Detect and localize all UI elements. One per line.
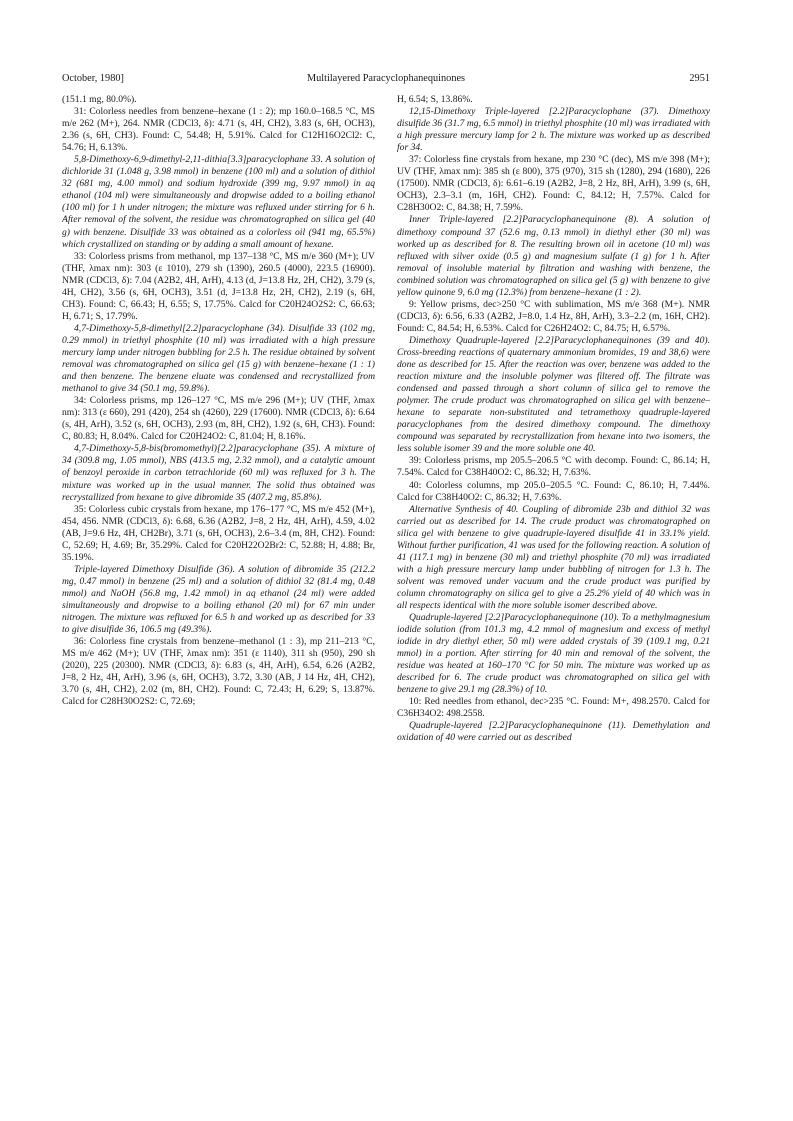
paragraph: 39: Colorless prisms, mp 205.5–206.5 °C with decomp. Found: C, 86.14; H, 7.54%. Calcd for C38H40O2: C, 86.32; H, 7.63%. <box>397 455 710 479</box>
paragraph: H, 6.54; S, 13.86%. <box>397 94 473 105</box>
paragraph: 10: Red needles from ethanol, dec>235 °C. Found: M+, 498.2570. Calcd for C36H34O2: 498.2558. <box>397 696 710 720</box>
running-header <box>62 73 710 87</box>
paragraph: Inner Triple-layered [2.2]Paracyclophanequinone (8). A solution of dimethoxy compound 37 (52.6 mg, 0.13 mmol) in diethyl ether (30 ml) was worked up as described for 8. The resulting brown oil in acetone (10 ml) was refluxed with silver oxide (0.5 g) and magnesium sulfate (1 g) for 1 h. After removal of insoluble material by filtration and washing with benzene, the combined solution was chromatographed on silica gel (5 g) with benzene to give yellow quinone 9, 6.0 mg (12.3%) from benzene–hexane (1 : 2). <box>397 214 710 298</box>
header-date: October, 1980] <box>62 73 124 84</box>
page-number: 2951 <box>689 73 710 84</box>
paragraph: 34: Colorless prisms, mp 126–127 °C, MS m/e 296 (M+); UV (THF, λmax nm): 313 (ε 660), 291 (420), 254 sh (4260), 229 (17600). NMR (CDCl3, δ): 6.64 (s, 4H, ArH), 3.52 (s, 6H, OCH3), 2.93 (m, 8H, CH2), 1.92 (s, 6H, CH3). Found: C, 80.83; H, 8.04%. Calcd for C20H24O2: C, 81.04; H, 8.16%. <box>62 395 375 443</box>
paragraph: 4,7-Dimethoxy-5,8-dimethyl[2.2]paracyclophane (34). Disulfide 33 (102 mg, 0.29 mmol) in triethyl phosphite (10 ml) was irradiated with a high pressure mercury lamp under nitrogen bubbling for 2.5 h. The residue obtained by solvent removal was chromatographed on silica gel (15 g) with benzene–hexane (1 : 1) and then benzene. The benzene eluate was condensed and recrystallized from methanol to give 34 (50.1 mg, 59.8%). <box>62 322 375 395</box>
header-title: Multilayered Paracyclophanequinones <box>306 73 466 84</box>
right-column <box>397 94 710 1102</box>
paragraph: 36: Colorless fine crystals from benzene–methanol (1 : 3), mp 211–213 °C, MS m/e 462 (M+); UV (THF, λmax nm): 351 (ε 1140), 311 sh (950), 290 sh (2020), 225 (20300). NMR (CDCl3, δ): 6.83 (s, 4H, ArH), 6.54, 6.26 (A2B2, J=8, 2 Hz, 4H, ArH), 3.96 (s, 6H, OCH3), 3.72, 3.30 (AB, J 14 Hz, 4H, CH2), 3.70 (s, 4H, CH2), 2.02 (m, 8H, CH2). Found: C, 72.43; H, 6.29; S, 13.87%. Calcd for C28H30O2S2: C, 72.69; <box>62 636 375 708</box>
left-column <box>62 94 375 1102</box>
paragraph: Alternative Synthesis of 40. Coupling of dibromide 23b and dithiol 32 was carried out as described for 14. The crude product was chromatographed on silica gel with benzene to give quadruple-layered disulfide 41 in 33.1% yield. Without further purification, 41 was used for the following reaction. A solution of 41 (117.1 mg) in benzene (30 ml) and triethyl phosphite (70 ml) was irradiated with a high pressure mercury lamp under bubbling of nitrogen for 1.3 h. The solvent was removed under vacuum and the crude product was purified by column chromatography on silica gel to give a 25.2% yield of 40 which was in all respects identical with the more soluble isomer described above. <box>397 503 710 611</box>
paragraph: 33: Colorless prisms from methanol, mp 137–138 °C, MS m/e 360 (M+); UV (THF, λmax nm): 303 (ε 1010), 279 sh (1390), 260.5 (4000), 223.5 (16900). NMR (CDCl3, δ): 7.04 (A2B2, 4H, ArH), 4.13 (d, J=13.8 Hz, 2H, CH2), 3.79 (s, 4H, CH2), 3.56 (s, 6H, OCH3), 3.51 (d, J=13.8 Hz, 2H, CH2), 2.19 (s, 6H, CH3). Found: C, 66.43; H, 6.55; S, 17.75%. Calcd for C20H24O2S2: C, 66.63; H, 6.71; S, 17.79%. <box>62 250 375 322</box>
paragraph: Quadruple-layered [2.2]Paracyclophanequinone (11). Demethylation and oxidation of 40 were carried out as described <box>397 720 710 744</box>
paragraph: 40: Colorless columns, mp 205.0–205.5 °C. Found: C, 86.10; H, 7.44%. Calcd for C38H40O2: C, 86.32; H, 7.63%. <box>397 479 710 503</box>
paragraph: 37: Colorless fine crystals from hexane, mp 230 °C (dec), MS m/e 398 (M+); UV (THF, λmax nm): 385 sh (ε 800), 375 (970), 315 sh (1280), 294 (1680), 226 (17500). NMR (CDCl3, δ): 6.61–6.19 (A2B2, J=8, 2 Hz, 8H, ArH), 3.99 (s, 6H, OCH3), 2.3–3.1 (m, 16H, CH2). Found: C, 84.12; H, 7.57%. Calcd for C28H30O2: C, 84.38; H, 7.59%. <box>397 154 710 214</box>
paragraph: 35: Colorless cubic crystals from hexane, mp 176–177 °C, MS m/e 452 (M+), 454, 456. NMR (CDCl3, δ): 6.68, 6.36 (A2B2, J=8, 2 Hz, 4H, ArH), 4.59, 4.02 (AB, J=9.6 Hz, 4H, CH2Br), 3.71 (s, 6H, OCH3), 2.6–3.4 (m, 8H, CH2). Found: C, 52.69; H, 4.69; Br, 35.29%. Calcd for C20H22O2Br2: C, 52.88; H, 4.88; Br, 35.19%. <box>62 503 375 563</box>
paragraph: 5,8-Dimethoxy-6,9-dimethyl-2,11-dithia[3.3]paracyclophane 33. A solution of dichloride 31 (1.048 g, 3.98 mmol) in benzene (100 ml) and a solution of dithiol 32 (681 mg, 4.00 mmol) and sodium hydroxide (399 mg, 9.97 mmol) in aq ethanol (104 ml) were simultaneously and dropwise added to a boiling ethanol (100 ml) for 1 h under nitrogen; the mixture was refluxed under stirring for 6 h. After removal of the solvent, the residue was chromatographed on silica gel (40 g) with benzene. Disulfide 33 was obtained as a colorless oil (941 mg, 65.5%) which crystallized on standing or by adding a small amount of hexane. <box>62 154 375 250</box>
paragraph: 31: Colorless needles from benzene–hexane (1 : 2); mp 160.0–168.5 °C, MS m/e 262 (M+), 264. NMR (CDCl3, δ): 4.71 (s, 4H, CH2), 3.83 (s, 6H, OCH3), 2.36 (s, 6H, CH3). Found: C, 54.48; H, 5.91%. Calcd for C12H16O2Cl2: C, 54.76; H, 6.13%. <box>62 106 375 154</box>
paragraph: 9: Yellow prisms, dec>250 °C with sublimation, MS m/e 368 (M+). NMR (CDCl3, δ): 6.56, 6.33 (A2B2, J=8.0, 1.4 Hz, 8H, ArH), 3.3–2.2 (m, 16H, CH2). Found: C, 84.54; H, 6.53%. Calcd for C26H24O2: C, 84.75; H, 6.57%. <box>397 298 710 334</box>
paragraph: Triple-layered Dimethoxy Disulfide (36). A solution of dibromide 35 (212.2 mg, 0.47 mmol) in benzene (25 ml) and a solution of dithiol 32 (81.4 mg, 0.48 mmol) and NaOH (56.8 mg, 1.42 mmol) in aq ethanol (24 ml) were added simultaneously and dropwise to a boiling ethanol (20 ml) for 67 min under nitrogen. The mixture was refluxed for 6.5 h and worked up as described for 33 to give disulfide 36, 106.5 mg (49.3%). <box>62 563 375 636</box>
paragraph: (151.1 mg, 80.0%). <box>62 94 137 105</box>
paragraph: 12,15-Dimethoxy Triple-layered [2.2]Paracyclophane (37). Dimethoxy disulfide 36 (31.7 mg, 6.5 mmol) in triethyl phosphite (10 ml) was irradiated with a high pressure mercury lamp for 2 h. The mixture was worked up as described for 34. <box>397 106 710 154</box>
paragraph: Quadruple-layered [2.2]Paracyclophanequinone (10). To a methylmagnesium iodide solution (from 101.3 mg, 4.2 mmol of magnesium and excess of methyl iodide in dry diethyl ether, 50 ml) were added crystals of 39 (109.1 mg, 0.21 mmol) in a portion. After stirring for 40 min and removal of the solvent, the residue was heated at 160–170 °C for 50 min. The mixture was worked up as described for 6. The crude product was chromatographed on silica gel with benzene to give 29.1 mg (28.3%) of 10. <box>397 612 710 696</box>
paragraph: Dimethoxy Quadruple-layered [2.2]Paracyclophanequinones (39 and 40). Cross-breeding reactions of quaternary ammonium bromides, 19 and 38,6) were done as described for 15. After the reaction was over, benzene was added to the reaction mixture and the insoluble polymer was filtered off. The filtrate was condensed and passed through a short column of silica gel to remove the polymer. The crude product was chromatographed on silica gel with benzene–hexane to separate non-substituted and tetramethoxy quadruple-layered paracyclophanes from the desired dimethoxy compound. The dimethoxy compound was separated by recrystallization from hexane into two isomers, the less soluble isomer 39 and the more soluble one 40. <box>397 334 710 455</box>
paragraph: 4,7-Dimethoxy-5,8-bis(bromomethyl)[2.2]paracyclophane (35). A mixture of 34 (309.8 mg, 1.05 mmol), NBS (413.5 mg, 2.32 mmol), and a catalytic amount of benzoyl peroxide in carbon tetrachloride (60 ml) was refluxed for 3 h. The mixture was worked up in the usual manner. The solid thus obtained was recrystallized from hexane to give dibromide 35 (407.2 mg, 85.8%). <box>62 443 375 503</box>
